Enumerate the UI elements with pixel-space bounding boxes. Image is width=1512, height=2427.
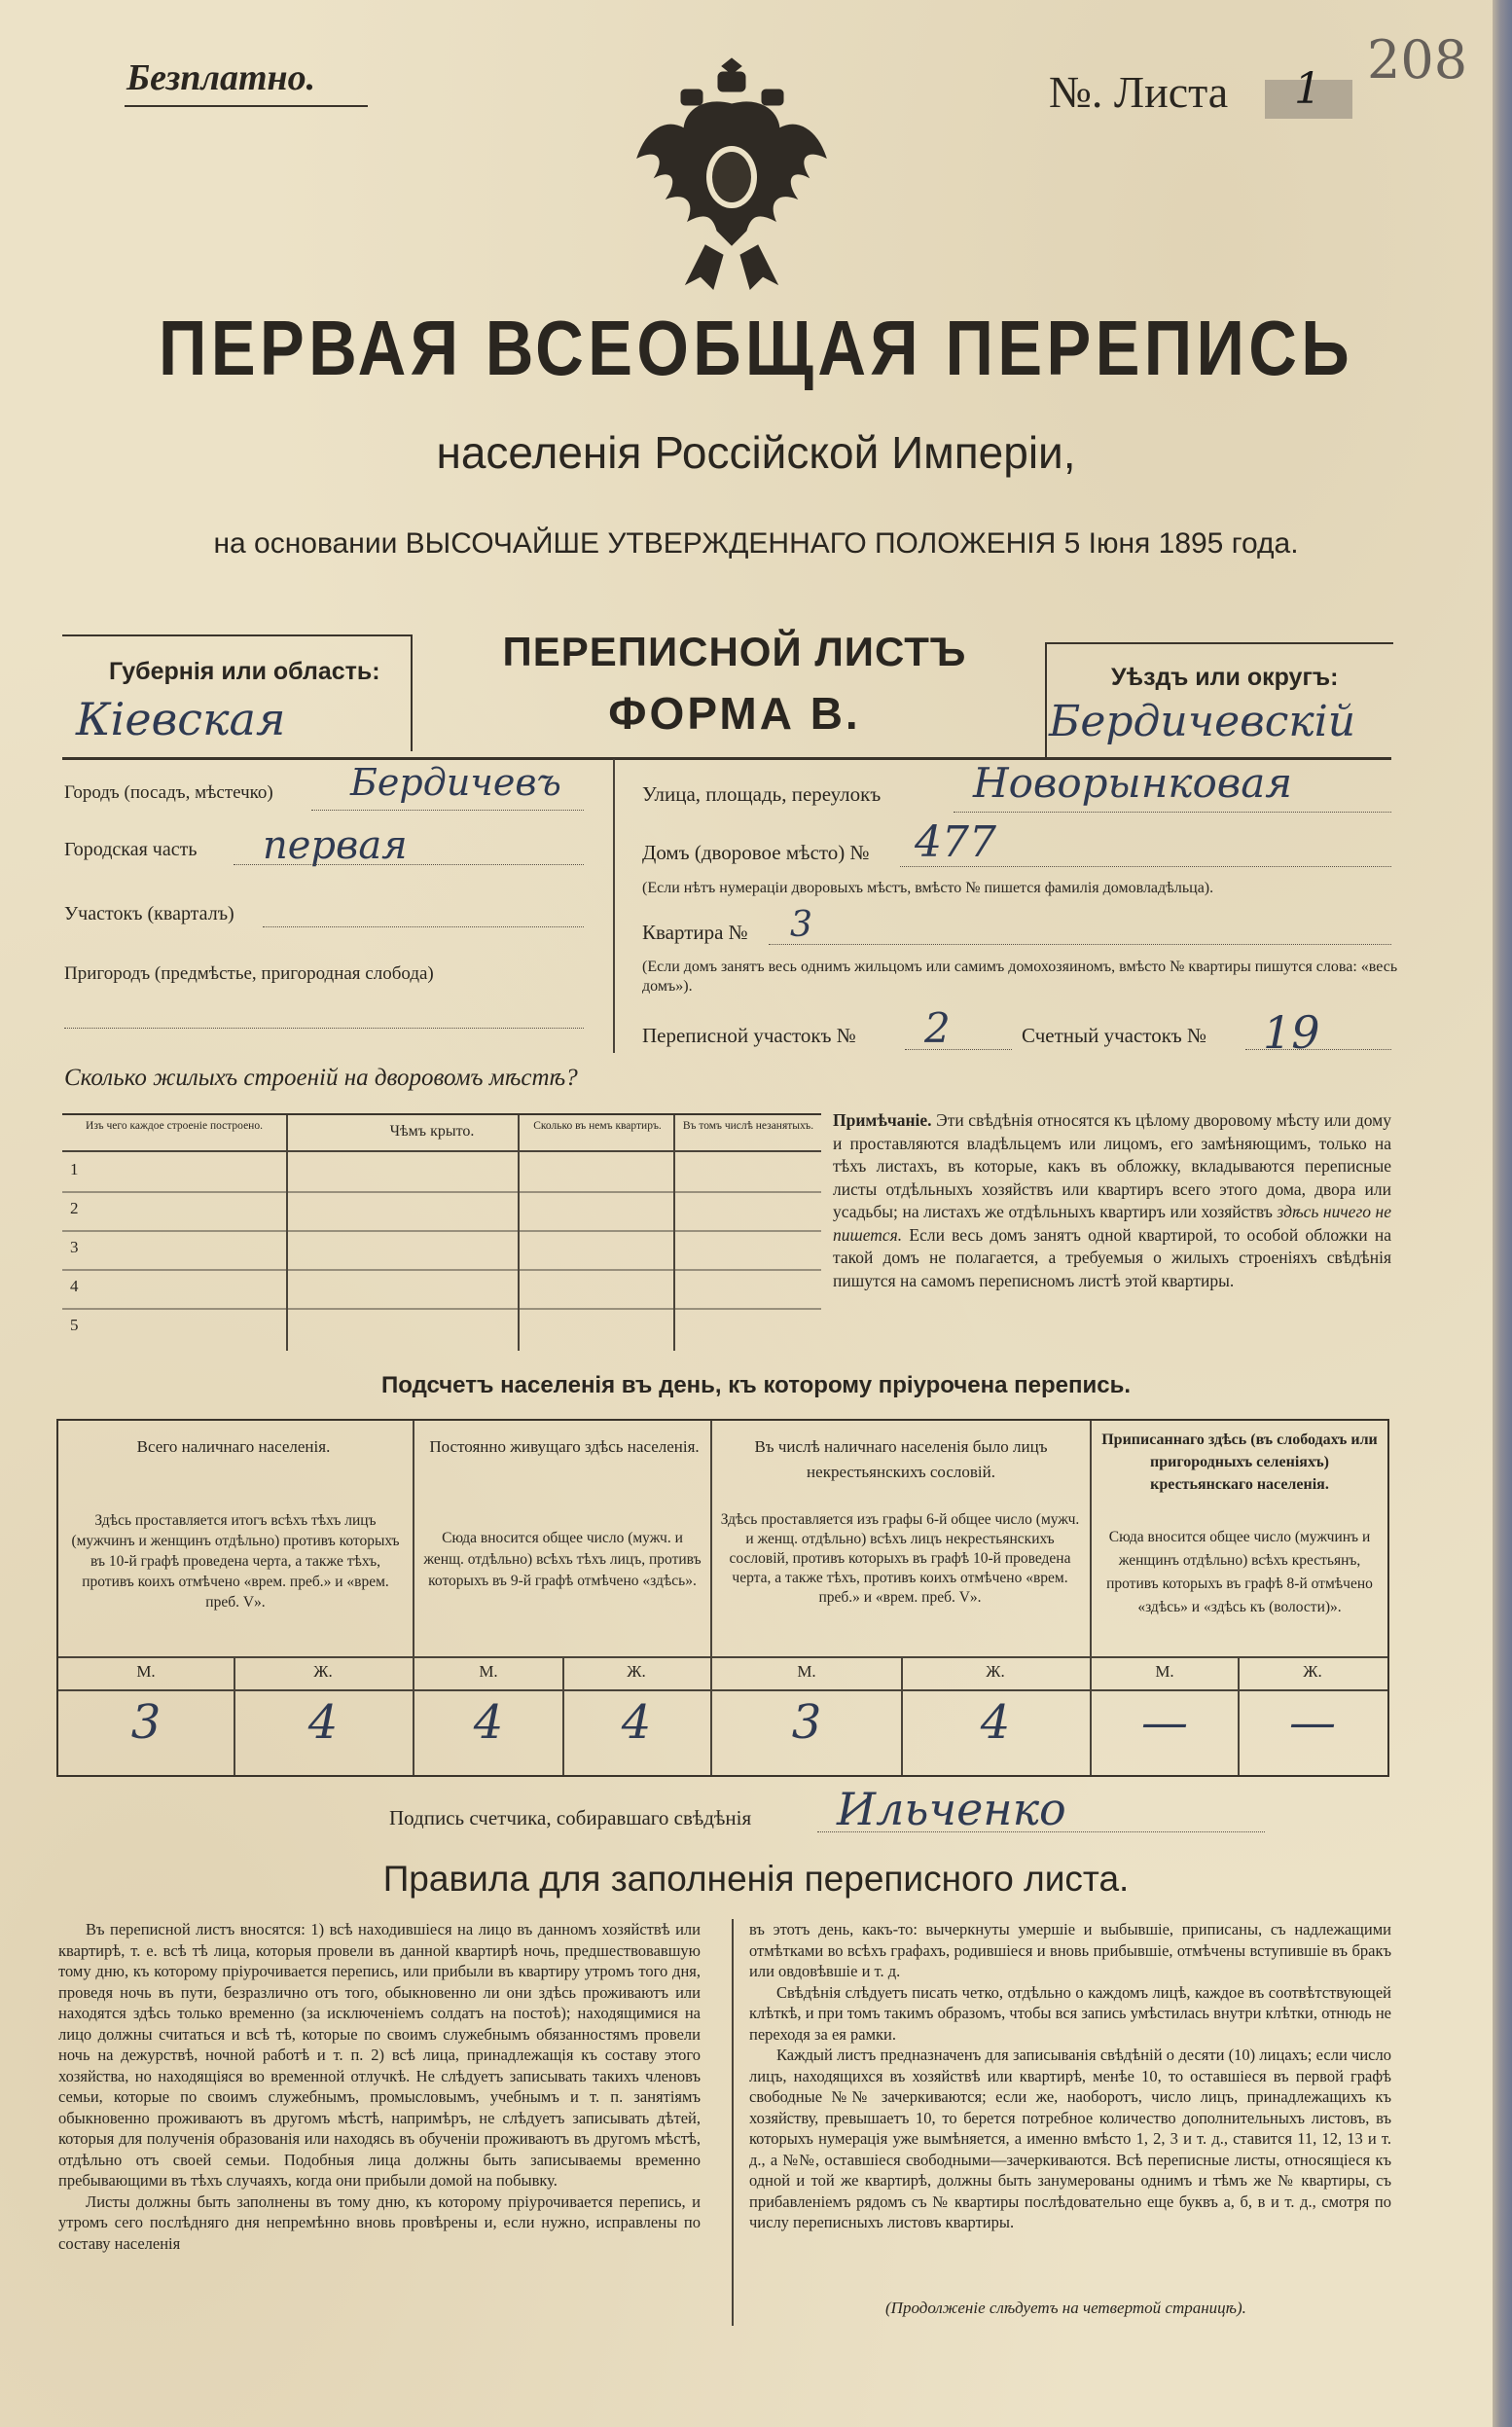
sheet-number-value: 1: [1294, 64, 1321, 114]
rules-right-paragraph-2: Свѣдѣнія слѣдуетъ писать четко, отдѣльно о каждомъ лицѣ, каждое въ соотвѣтствующей клѣткѣ, и при томъ такимъ образомъ, чтобы вся запись умѣстилась внутри клѣтки, отнюдь не переходя за ея рамки.: [749, 1982, 1391, 2044]
census-area-value: 2: [924, 1004, 951, 1052]
population-table: [56, 1419, 1389, 1777]
buildings-row-1: 1: [70, 1160, 79, 1178]
buildings-col-vacant: Въ томъ числѣ незанятыхъ.: [682, 1120, 814, 1132]
province-value: Кіевская: [76, 693, 286, 745]
city-part-value: первая: [263, 823, 408, 868]
count-area-value: 19: [1263, 1006, 1320, 1059]
signature-value: Ильченко: [837, 1783, 1066, 1835]
group-peasant-f-label: Ж.: [1303, 1662, 1322, 1681]
group-total-f-value: 4: [307, 1695, 339, 1750]
remark-text-2: Если весь домъ занятъ одной квартирой, то особой обложки на такой домъ не полагается, а требуемыя о жилыхъ строеніяхъ свѣдѣнія пишутся на самомъ переписномъ листѣ этой квартиры.: [833, 1224, 1391, 1290]
subtitle: населенія Россійской Имперіи,: [436, 427, 1076, 478]
buildings-row-4: 4: [70, 1277, 79, 1295]
apartment-label: Квартира №: [642, 921, 748, 944]
group-nonpeasant-f-value: 4: [980, 1695, 1011, 1750]
group-permanent-f-value: 4: [621, 1695, 652, 1750]
group-total-m-label: М.: [136, 1662, 156, 1681]
rules-right-paragraph-3: Каждый листъ предназначенъ для записыванія свѣдѣній о десяти (10) лицахъ; если число лицъ, находящихся въ хозяйствѣ или квартирѣ, менѣе 10, то оставшіеся въ первой графѣ свободные №№ зачеркиваются; если же, наоборотъ, число лицъ, принадлежащихъ къ хозяйству, превышаетъ 10, то берется потребное количество дополнительныхъ листовъ, въ которыхъ нумерація уже вымѣняется, а именно вмѣсто 1, 2, 3 и т. д., ставится 11, 12, 13 и т. д., а №№, оставшіеся свободными—зачеркиваются. Всѣ переписные листы, относящіеся къ одной и той же квартирѣ, должны быть занумерованы однимъ и тѣмъ же № квартиры, съ прибавленіемъ рядомъ съ № квартиры послѣдовательно еще буквъ а, б, в и т. д., смотря по числу переписныхъ листовъ квартиры.: [749, 2046, 1391, 2231]
suburb-label: Пригородъ (предмѣстье, пригородная слобода): [64, 963, 434, 984]
remark-text: Эти свѣдѣнія относятся къ цѣлому дворовому мѣсту или дому и проставляются владѣльцемъ или лицомъ, его замѣняющимъ, только на тѣхъ листахъ, въ которые, какъ въ обложку, вкладываются переписные листы отдѣльныхъ хозяйствъ или квартиръ всего этого дома, двора или усадьбы; на листахъ же отдѣльныхъ квартиръ или хозяйствъ: [833, 1110, 1392, 1221]
binding-edge: [1493, 0, 1512, 2427]
city-part-label: Городская часть: [64, 839, 198, 860]
rules-title: Правила для заполненія переписного листа.: [382, 1859, 1130, 1899]
house-note: (Если нѣтъ нумераціи дворовыхъ мѣстъ, вмѣсто № пишется фамилія домовладѣльца).: [642, 880, 1214, 896]
group-permanent-f-label: Ж.: [627, 1662, 646, 1681]
group-total-desc: Здѣсь проставляется итогъ всѣхъ тѣхъ лицъ (мужчинъ и женщинъ отдѣльно) противъ которыхъ въ 10-й графѣ проведена черта, а также тѣхъ, противъ коихъ отмѣчено «врем. преб.» и «врем. преб. V».: [71, 1512, 400, 1611]
census-area-label: Переписной участокъ №: [642, 1024, 856, 1047]
district-value: Бердичевскій: [1049, 697, 1356, 746]
buildings-col-material: Изъ чего каждое строеніе построено.: [86, 1120, 263, 1132]
main-title: ПЕРВАЯ ВСЕОБЩАЯ ПЕРЕПИСЬ: [158, 305, 1354, 391]
rules-continued: (Продолженіе слѣдуетъ на четвертой страницѣ).: [885, 2299, 1246, 2317]
group-peasant-desc: Сюда вносится общее число (мужчинъ и женщинъ отдѣльно) всѣхъ крестьянъ, противъ которыхъ въ графѣ 8-й отмѣчено «здѣсь» и «здѣсь къ (волости)».: [1106, 1529, 1373, 1615]
sheet-title: ПЕРЕПИСНОЙ ЛИСТЪ: [502, 629, 967, 674]
street-value: Новорынковая: [973, 759, 1293, 807]
apartment-value: 3: [790, 905, 812, 945]
group-permanent-head: Постоянно живущаго здѣсь населенія.: [429, 1437, 700, 1456]
remark-title: Примѣчаніе.: [833, 1110, 932, 1130]
buildings-col-roof: Чѣмъ крыто.: [389, 1123, 475, 1140]
rules-left-paragraph-1: Въ переписной листъ вносятся: 1) всѣ находившіеся на лицо въ данномъ хозяйствѣ или квартирѣ, т. е. всѣ тѣ лица, которыя провели въ данной квартирѣ ночь, предшествовавшую тому дню, къ которому пріурочивается перепись, или прибыли въ квартиру утромъ того дня, проведя ночь въ пути, безразлично отъ того, обыкновенно ли они здѣсь проживаютъ или находятся здѣсь только временно (за исключеніемъ солдатъ на постоѣ); находящимися на лицо должны считаться и всѣ тѣ, которые по своимъ служебнымъ обязанностямъ провели ночь на дежурствѣ, ночной работѣ и т. п. 2) всѣ лица, принадлежащія къ составу этого хозяйства, но находящіяся во временной отлучкѣ. Не слѣдуетъ записывать такихъ членовъ семьи, которые по своимъ служебнымъ, промысловымъ, учебнымъ и т. п. занятіямъ обыкновенно проживаютъ въ другомъ мѣстѣ, напримѣръ, не слѣдуетъ записывать дѣтей, которыя для полученія образованія или находясь въ обученіи проживаютъ въ другомъ мѣстѣ, отдѣльно отъ своей семьи. Подобныя лица должны быть записываемы временно пребывающими въ тѣхъ случаяхъ, когда они прибыли домой на побывку.: [58, 1920, 701, 2190]
group-permanent-m-value: 4: [473, 1695, 504, 1750]
buildings-col-apartments: Сколько въ немъ квартиръ.: [533, 1120, 662, 1132]
free-label: Безплатно.: [126, 57, 316, 98]
house-label: Домъ (дворовое мѣсто) №: [642, 841, 870, 864]
group-total-f-label: Ж.: [313, 1662, 333, 1681]
form-title: ФОРМА В.: [608, 688, 861, 739]
buildings-table: [62, 1113, 821, 1351]
group-peasant-m-label: М.: [1155, 1662, 1174, 1681]
group-nonpeasant-head: Въ числѣ наличнаго населенія было лицъ некрестьянскихъ сословій.: [754, 1437, 1048, 1481]
district-label: Уѣздъ или округъ:: [1111, 664, 1339, 691]
group-nonpeasant-m-label: М.: [797, 1662, 816, 1681]
group-permanent-m-label: М.: [479, 1662, 498, 1681]
group-nonpeasant-desc: Здѣсь проставляется изъ графы 6-й общее число (мужч. и женщ. отдѣльно) всѣхъ лицъ некрестьянскихъ сословій, противъ которыхъ въ графѣ 10-й проведена черта, а также тѣхъ, противъ коихъ отмѣчено «врем. преб.» и «врем. преб. V».: [720, 1511, 1080, 1606]
legal-basis: на основании ВЫСОЧАЙШЕ УТВЕРЖДЕННАГО ПОЛОЖЕНІЯ 5 Іюня 1895 года.: [213, 527, 1299, 560]
rules-left-paragraph-2: Листы должны быть заполнены въ тому дню, къ которому пріурочивается перепись, и утромъ сего послѣдняго дня непремѣнно вновь провѣрены и, если нужно, исправлены по составу населенія: [58, 2192, 701, 2253]
signature-label: Подпись счетчика, собиравшаго свѣдѣнія: [389, 1806, 752, 1829]
province-label: Губернія или область:: [109, 658, 380, 685]
apartment-note: (Если домъ занятъ весь однимъ жильцомъ или самимъ домохозяиномъ, вмѣсто № квартиры пишутся слова: «весь домъ»).: [642, 959, 1398, 995]
rules-right-paragraph-1: въ этотъ день, какъ-то: вычеркнуты умершіе и выбывшіе, приписаны, съ надлежащими отмѣтками во всѣхъ графахъ, родившіеся и вновь прибывшіе, отмѣчены вступившіе въ бракъ или овдовѣвшіе и т. д.: [749, 1920, 1391, 1980]
remark: [833, 1109, 1391, 1292]
buildings-row-3: 3: [70, 1238, 79, 1256]
buildings-row-2: 2: [70, 1199, 79, 1217]
group-permanent-desc: Сюда вносится общее число (мужч. и женщ. отдѣльно) всѣхъ тѣхъ лицъ, противъ которыхъ въ 9-й графѣ отмѣчено «здѣсь».: [423, 1530, 702, 1589]
street-label: Улица, площадь, переулокъ: [642, 782, 882, 806]
population-title: Подсчетъ населенія въ день, къ которому пріурочена перепись.: [381, 1372, 1131, 1398]
rules-left-column: [58, 1919, 701, 2254]
buildings-row-5: 5: [70, 1316, 79, 1334]
sheet-number-label: №. Листа: [1049, 67, 1229, 117]
house-value: 477: [915, 817, 996, 867]
imperial-eagle-emblem: [628, 51, 837, 294]
city-value: Бердичевъ: [350, 761, 561, 804]
group-peasant-f-value: —: [1289, 1695, 1336, 1750]
group-total-m-value: 3: [130, 1695, 162, 1750]
buildings-question: Сколько жилыхъ строеній на дворовомъ мѣстѣ?: [64, 1065, 578, 1091]
group-total-head: Всего наличнаго населенія.: [136, 1437, 331, 1456]
quarter-label: Участокъ (кварталъ): [64, 903, 234, 924]
group-nonpeasant-f-label: Ж.: [986, 1662, 1005, 1681]
rules-right-column: [749, 1919, 1391, 2233]
group-nonpeasant-m-value: 3: [791, 1695, 822, 1750]
remark-italic: здѣсь ничего не пишется.: [833, 1202, 1392, 1245]
city-label: Городъ (посадъ, мѣстечко): [64, 782, 273, 803]
archive-number: 208: [1367, 29, 1468, 91]
group-peasant-head: Приписаннаго здѣсь (въ слободахъ или пригородныхъ селеніяхъ) крестьянскаго населенія.: [1101, 1431, 1378, 1493]
count-area-label: Счетный участокъ №: [1022, 1024, 1207, 1047]
group-peasant-m-value: —: [1141, 1695, 1188, 1750]
